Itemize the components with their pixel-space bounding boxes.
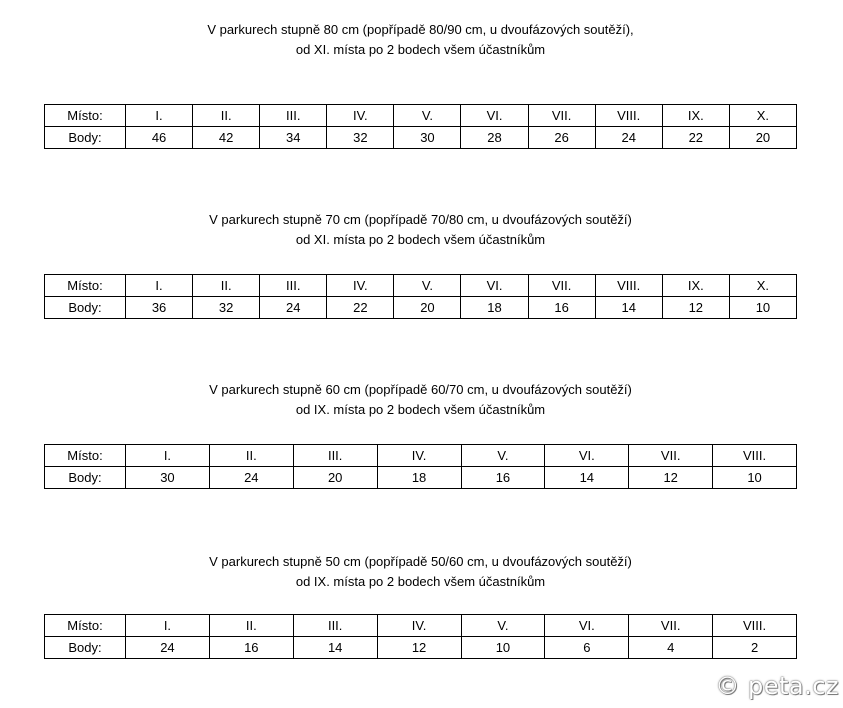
points-cell: 30	[394, 127, 461, 149]
heading-line-2: od IX. místa po 2 bodech všem účastníkům	[295, 574, 546, 589]
place-cell: VII.	[629, 615, 713, 637]
place-cell: II.	[193, 275, 260, 297]
points-row	[45, 467, 797, 489]
points-cell: 42	[193, 127, 260, 149]
place-cell: VI.	[461, 275, 528, 297]
points-cell: 24	[209, 467, 293, 489]
points-table	[44, 274, 797, 319]
points-cell: 24	[126, 637, 210, 659]
place-row-label: Místo:	[45, 275, 126, 297]
place-row	[45, 615, 797, 637]
points-cell: 28	[461, 127, 528, 149]
points-cell: 22	[662, 127, 729, 149]
watermark: © peta.cz	[715, 672, 839, 700]
points-cell: 32	[193, 297, 260, 319]
place-cell: IX.	[662, 275, 729, 297]
points-cell: 4	[629, 637, 713, 659]
points-table	[44, 614, 797, 659]
section-70cm	[44, 210, 797, 315]
points-cell: 6	[545, 637, 629, 659]
place-cell: V.	[461, 615, 545, 637]
place-cell: IV.	[377, 615, 461, 637]
points-cell: 30	[126, 467, 210, 489]
section-heading	[44, 380, 797, 420]
points-cell: 2	[713, 637, 797, 659]
place-cell: II.	[193, 105, 260, 127]
heading-line-1: V parkurech stupně 70 cm (popřípadě 70/80 cm, u dvoufázových soutěží)	[209, 212, 632, 227]
heading-line-1: V parkurech stupně 80 cm (popřípadě 80/90 cm, u dvoufázových soutěží),	[207, 22, 634, 37]
place-cell: V.	[394, 275, 461, 297]
place-cell: I.	[126, 275, 193, 297]
place-cell: II.	[209, 445, 293, 467]
place-cell: X.	[729, 105, 796, 127]
place-cell: VII.	[528, 275, 595, 297]
place-cell: VIII.	[595, 275, 662, 297]
points-cell: 24	[595, 127, 662, 149]
section-heading	[44, 210, 797, 250]
place-cell: X.	[729, 275, 796, 297]
points-cell: 22	[327, 297, 394, 319]
place-cell: III.	[293, 615, 377, 637]
points-cell: 18	[377, 467, 461, 489]
place-row-label: Místo:	[45, 105, 126, 127]
place-cell: VI.	[545, 445, 629, 467]
points-cell: 26	[528, 127, 595, 149]
heading-line-2: od XI. místa po 2 bodech všem účastníkům	[295, 42, 546, 57]
place-row	[45, 445, 797, 467]
points-table	[44, 444, 797, 489]
heading-line-1: V parkurech stupně 50 cm (popřípadě 50/60 cm, u dvoufázových soutěží)	[209, 554, 632, 569]
points-cell: 14	[545, 467, 629, 489]
points-cell: 16	[461, 467, 545, 489]
place-cell: III.	[260, 105, 327, 127]
place-cell: VII.	[629, 445, 713, 467]
place-cell: I.	[126, 615, 210, 637]
points-cell: 12	[629, 467, 713, 489]
place-row	[45, 105, 797, 127]
section-60cm	[44, 380, 797, 485]
points-cell: 34	[260, 127, 327, 149]
points-row-label: Body:	[45, 297, 126, 319]
place-cell: VIII.	[713, 615, 797, 637]
points-cell: 16	[209, 637, 293, 659]
points-cell: 10	[729, 297, 796, 319]
place-cell: IV.	[327, 105, 394, 127]
points-cell: 36	[126, 297, 193, 319]
points-cell: 20	[293, 467, 377, 489]
section-heading	[44, 20, 797, 60]
place-cell: IV.	[377, 445, 461, 467]
place-cell: VIII.	[713, 445, 797, 467]
place-cell: V.	[394, 105, 461, 127]
points-cell: 10	[461, 637, 545, 659]
points-cell: 16	[528, 297, 595, 319]
place-row-label: Místo:	[45, 445, 126, 467]
heading-line-1: V parkurech stupně 60 cm (popřípadě 60/70 cm, u dvoufázových soutěží)	[209, 382, 632, 397]
points-cell: 32	[327, 127, 394, 149]
points-cell: 24	[260, 297, 327, 319]
points-cell: 20	[729, 127, 796, 149]
points-cell: 12	[662, 297, 729, 319]
points-cell: 18	[461, 297, 528, 319]
heading-line-2: od XI. místa po 2 bodech všem účastníkům	[295, 232, 546, 247]
points-cell: 14	[293, 637, 377, 659]
place-cell: III.	[260, 275, 327, 297]
points-cell: 46	[126, 127, 193, 149]
place-cell: VII.	[528, 105, 595, 127]
place-cell: VI.	[545, 615, 629, 637]
heading-line-2: od IX. místa po 2 bodech všem účastníkům	[295, 402, 546, 417]
place-cell: VI.	[461, 105, 528, 127]
place-cell: VIII.	[595, 105, 662, 127]
place-row-label: Místo:	[45, 615, 126, 637]
points-row-label: Body:	[45, 467, 126, 489]
points-row-label: Body:	[45, 127, 126, 149]
points-cell: 14	[595, 297, 662, 319]
place-cell: V.	[461, 445, 545, 467]
points-row-label: Body:	[45, 637, 126, 659]
place-row	[45, 275, 797, 297]
place-cell: I.	[126, 445, 210, 467]
section-heading	[44, 552, 797, 592]
place-cell: II.	[209, 615, 293, 637]
section-50cm	[44, 552, 797, 655]
points-cell: 10	[713, 467, 797, 489]
points-cell: 20	[394, 297, 461, 319]
points-row	[45, 127, 797, 149]
place-cell: IV.	[327, 275, 394, 297]
points-table	[44, 104, 797, 149]
section-80cm	[44, 20, 797, 145]
points-cell: 12	[377, 637, 461, 659]
place-cell: I.	[126, 105, 193, 127]
points-row	[45, 637, 797, 659]
place-cell: III.	[293, 445, 377, 467]
points-row	[45, 297, 797, 319]
place-cell: IX.	[662, 105, 729, 127]
